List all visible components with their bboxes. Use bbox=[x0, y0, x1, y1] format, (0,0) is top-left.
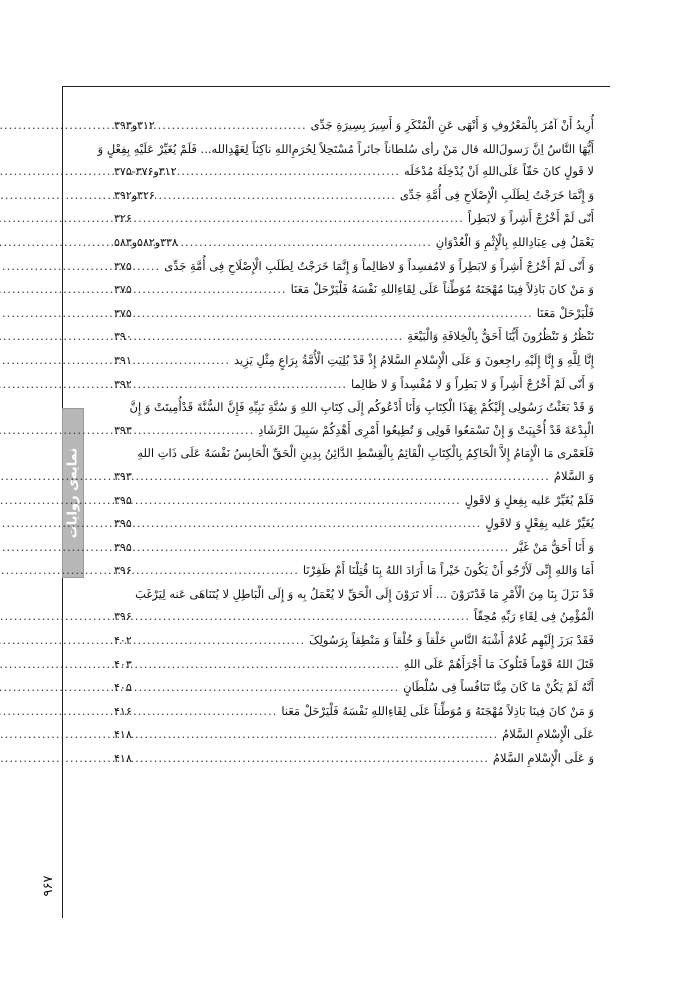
entry-line bbox=[114, 629, 594, 653]
entry-line bbox=[114, 676, 594, 700]
leader-dots bbox=[136, 676, 399, 699]
leader-dots bbox=[136, 536, 510, 559]
index-entry bbox=[114, 349, 594, 373]
entry-text: أَمَا وَاللهِ إِنِّی لَأَرْجُو أَنْ یَکُونَ خَیْراً مَا أَرَادَ اللهُ بِنَا قُتِلْنَا أَمْ ظَفِرْنَا bbox=[302, 563, 594, 578]
frame-top-rule bbox=[62, 86, 610, 87]
entry-line bbox=[114, 747, 594, 771]
leader-dots bbox=[136, 489, 461, 512]
entry-text: أَنَّهُ لَمْ یَکُنْ مَا کَانَ مِنَّا تَنَافُساً فِی سُلْطَانٍ bbox=[403, 680, 594, 695]
leader-dots bbox=[159, 114, 307, 137]
index-entry bbox=[114, 231, 594, 255]
entry-text: وَ عَلَی الْإِسْلامِ السَّلامُ bbox=[492, 751, 594, 766]
entry-text: الْمُؤْمِنُ فِی لِقَاءِ رَبِّهِ مُحِقّاً bbox=[474, 609, 594, 624]
index-entry bbox=[114, 583, 594, 629]
entry-text: أَنّی لَمْ أَخْرُجْ أَشِراً وَ لابَطِراً bbox=[467, 211, 594, 226]
entry-text: وَ السَّلامُ bbox=[553, 468, 594, 483]
entry-page-ref: ۴۰۵ bbox=[114, 681, 132, 695]
leader-dots bbox=[182, 231, 432, 254]
entry-page-ref: ۳۹۵ bbox=[114, 540, 132, 554]
entry-page-ref: ۳۹۶ bbox=[114, 564, 132, 578]
index-entry bbox=[114, 184, 594, 208]
entry-page-ref: ۳۱۲و۳۹۳ bbox=[114, 119, 155, 132]
entry-line bbox=[114, 231, 594, 255]
index-entry bbox=[114, 653, 594, 677]
entry-text: وَ أَنَا أَحَقُّ مَنْ غَیَّر bbox=[513, 539, 594, 554]
leader-dots bbox=[136, 512, 482, 535]
entry-page-ref: ۴۱۸ bbox=[114, 752, 132, 766]
entry-page-ref: ۴۰۲ bbox=[114, 634, 132, 648]
leader-dots bbox=[136, 559, 299, 582]
page-number: ۹۶۷ bbox=[41, 875, 56, 897]
entry-text: نَنْظُرُ وَ تَنْظُرُونَ أَیُّنَا أَحَقُّ بِالْخِلافَةِ وَالْبَیْعَةِ bbox=[407, 329, 594, 344]
leader-dots bbox=[136, 349, 230, 372]
index-entry bbox=[114, 747, 594, 771]
entry-text-first-line: فَلَعَمْری مَا الْإِمَامُ إِلاَّ الْحَاکِمُ بِالْکِتَابِ الْقَائِمُ بِالْقِسْطِ الدَّائِنُ بِدِینِ الْحَقِّ الْحَابِسُ نَفْسَهُ عَلَی ذَاتِ اللهِ bbox=[137, 446, 594, 461]
leader-dots bbox=[136, 207, 464, 230]
entry-text: إِنَّا لِلَّهِ وَ إِنَّا إِلَیْهِ راجِعونَ وَ عَلَی الْإِسْلامِ السَّلامُ إِذْ قَدْ بُلِیَتِ الْأُمَّةُ بِرَاعٍ مِثْلِ یَزِید bbox=[234, 352, 594, 367]
leader-dots bbox=[136, 700, 278, 723]
side-tab-label: نمایه‌ی روایات bbox=[65, 447, 81, 539]
entry-text: لا قَولٍ کانَ حَقّاً عَلَی‌اللهِ اَنْ یُدْخِلَهُ مُدْخَلَه bbox=[404, 164, 594, 179]
entry-line bbox=[114, 536, 594, 560]
entry-page-ref: ۴۱۶ bbox=[114, 704, 132, 718]
entry-text: فَلْیَرْحَلْ مَعَنَا bbox=[536, 305, 594, 320]
entry-page-ref: ۳۷۵ bbox=[114, 283, 132, 297]
leader-dots bbox=[136, 373, 347, 396]
leader-dots bbox=[136, 605, 470, 628]
index-entry bbox=[114, 629, 594, 653]
leader-dots bbox=[136, 629, 305, 652]
entry-line bbox=[114, 700, 594, 724]
leader-dots bbox=[136, 302, 533, 325]
index-entry bbox=[114, 676, 594, 700]
entry-page-ref: ۳۹۵ bbox=[114, 493, 132, 507]
index-entry bbox=[114, 114, 594, 138]
entry-line bbox=[114, 559, 594, 583]
entry-page-ref: ۳۹۶ bbox=[114, 610, 132, 624]
entry-line bbox=[114, 184, 594, 208]
entry-text: یَعْمَلُ فِی عِبَادِاللهِ بِالْإِثْمِ وَ الْعُدْوَانِ bbox=[435, 234, 594, 249]
entry-page-ref: ۴۱۸ bbox=[114, 728, 132, 742]
entry-text: أُرِیدُ أَنْ آمُرَ بِالْمَعْرُوفِ وَ أَنْهَی عَنِ الْمُنْکَرِ وَ أَسِیرَ بِسِیرَةِ جَدِّی bbox=[310, 118, 594, 132]
entry-page-ref: ۳۷۵ bbox=[114, 259, 132, 273]
index-entry bbox=[114, 442, 594, 488]
entry-text: وَ مَنْ کانَ بَاذِلاً فِینَا مُهْجَتَهُ مُوَطِّناً عَلَی لِقَاءِاللهِ نَفْسَهُ فَلْیَرْحَلْ مَعَنَا bbox=[290, 282, 594, 297]
entry-text: وَ أَنّی لَمْ أَخْرُجْ أَشِراً وَ لابَطِراً وَ لامُفسِداً وَ لاظالِماً وَ إِنَّمَا خَرَجْتُ لِطَلَبِ الْإِصْلَاحِ فِی أُمَّةِ جَدِّی bbox=[164, 258, 594, 273]
entry-text: وَ مَنْ کانَ فِینَا بَاذِلاً مُهْجَتَهُ وَ مُوَطِّناً عَلَی لِقَاءِاللهِ نَفْسَهُ فَلْیَرْحَلْ مَعَنا bbox=[281, 703, 594, 718]
entry-line bbox=[114, 325, 594, 349]
entry-text: وَ إِنَّمَا خَرَجْتُ لِطَلَبِ الْإِصْلَاحِ فِی أُمَّةِ جَدِّی bbox=[399, 187, 594, 202]
leader-dots bbox=[159, 184, 396, 207]
index-entry bbox=[114, 723, 594, 747]
entry-text: وَ أَنّی لَمْ أَخْرُجْ أَشِراً وَ لا بَطِراً وَ لا مُفْسِداً وَ لا ظالِما bbox=[351, 376, 594, 391]
entry-page-ref: ۳۳۸و۵۸۲و۵۸۳ bbox=[114, 235, 178, 249]
entry-text: فَقَدْ بَرَزَ إِلَیْهِم غُلامٌ أَشْبَهُ النَّاسِ خَلْقاً وَ خُلْقاً وَ مَنْطِقاً بِرَسُولِکَ bbox=[309, 633, 594, 648]
entry-text: عَلَی الْإِسْلامِ السَّلامُ bbox=[502, 727, 594, 742]
entry-line bbox=[114, 349, 594, 373]
index-entry bbox=[114, 559, 594, 583]
entry-line bbox=[114, 419, 594, 443]
leader-dots bbox=[136, 325, 404, 348]
index-entry bbox=[114, 700, 594, 724]
leader-dots bbox=[136, 747, 489, 770]
entry-page-ref: ۳۹۱ bbox=[114, 353, 132, 367]
index-entry bbox=[114, 302, 594, 326]
entry-line bbox=[114, 373, 594, 397]
entry-line bbox=[114, 114, 594, 138]
entry-line bbox=[114, 160, 594, 184]
entry-text: یُغَیِّرْ عَلیه بِفِعْلٍ وَ لاقَولٍ bbox=[485, 516, 594, 531]
entry-page-ref: ۳۹۰ bbox=[114, 330, 132, 344]
entry-text-first-line: أَیُّهَا النَّاسُ اِنَّ رَسولَ‌الله قال مَنْ رأی سُلطاناً جائراً مُسْتَحِلاً لِحُرَمِ‌اللهِ ناکِثاً لِعَهْدِالله... فَلَمْ یُغَیِّرْ عَلَیْهِ بِفِعْلٍ وَ bbox=[97, 141, 594, 156]
entry-line bbox=[114, 207, 594, 231]
leader-dots bbox=[136, 278, 287, 301]
entry-line bbox=[114, 278, 594, 302]
entry-line bbox=[114, 723, 594, 747]
index-entry bbox=[97, 138, 594, 184]
entry-line bbox=[114, 489, 594, 513]
entry-page-ref: ۳۹۵ bbox=[114, 517, 132, 531]
entry-line bbox=[114, 302, 594, 326]
entry-text-first-line: وَ قَدْ بَعَثْتُ رَسُولِی إِلَیْکُمْ بِهَذَا الْکِتَابِ وَأَنَا أَدْعُوکُم إِلَی کِتَابِ اللهِ وَ سُنَّةِ نَبِیِّهِ فَإِنَّ السُّنَّةَ قَدْأُمِیتَتْ وَ إِنَّ bbox=[129, 400, 594, 415]
entry-page-ref: ۳۹۲ bbox=[114, 377, 132, 391]
leader-dots bbox=[136, 465, 550, 488]
index-entry bbox=[114, 255, 594, 279]
leader-dots bbox=[136, 653, 400, 676]
leader-dots bbox=[136, 419, 255, 442]
entry-line bbox=[114, 465, 594, 489]
entry-page-ref: ۳۱۲و۳۷۶-۳۷۵ bbox=[114, 165, 177, 179]
entry-text: فَلَمْ یُغَیِّرْ عَلیه بِفِعلٍ وَ لاقَولٍ bbox=[464, 492, 594, 507]
entry-page-ref: ۳۲۶ bbox=[114, 212, 132, 226]
index-entry bbox=[114, 512, 594, 536]
entry-line bbox=[114, 512, 594, 536]
leader-dots bbox=[136, 723, 498, 746]
index-entry bbox=[114, 207, 594, 231]
leader-dots bbox=[181, 160, 401, 183]
entry-text-first-line: قَدْ نَزَلَ بِنَا مِنَ الْأَمْرِ مَا قَدْتَرَوْنَ ... أَلا تَرَوْنَ إِلَی الْحَقِّ لا یُعْمَلُ بِه وَ إِلَی الْبَاطِلِ لا یُتَنَاهَی عَنه لِیَرْغَبَ bbox=[135, 586, 594, 601]
entry-line bbox=[114, 605, 594, 629]
index-entry bbox=[114, 396, 594, 442]
entry-page-ref: ۴۰۳ bbox=[114, 657, 132, 671]
entry-text: قَتَلَ اللهُ قَوْماً قَتَلُوکَ مَا أَجْرَأَهُمْ عَلَی اللهِ bbox=[403, 656, 594, 671]
leader-dots bbox=[136, 255, 160, 278]
index-entry bbox=[114, 325, 594, 349]
entry-page-ref: ۳۹۳ bbox=[114, 423, 132, 437]
entry-page-ref: ۳۹۳ bbox=[114, 469, 132, 483]
index-entry bbox=[114, 373, 594, 397]
index-entry bbox=[114, 278, 594, 302]
entry-text: الْبِدْعَةَ قَدْ أُحْیِیَتْ وَ إِنْ تَسْمَعُوا قَولِی وَ تُطِیعُوا أَمْرِی أَهْدِکُمْ سَبِیلَ الرَّشَادِ bbox=[258, 422, 594, 437]
entry-page-ref: ۳۷۵ bbox=[114, 306, 132, 320]
hadith-index-list bbox=[97, 114, 594, 771]
entry-page-ref: ۳۲۶و۳۹۲ bbox=[114, 188, 155, 202]
entry-line bbox=[114, 255, 594, 279]
entry-line bbox=[114, 653, 594, 677]
index-entry bbox=[114, 489, 594, 513]
index-entry bbox=[114, 536, 594, 560]
